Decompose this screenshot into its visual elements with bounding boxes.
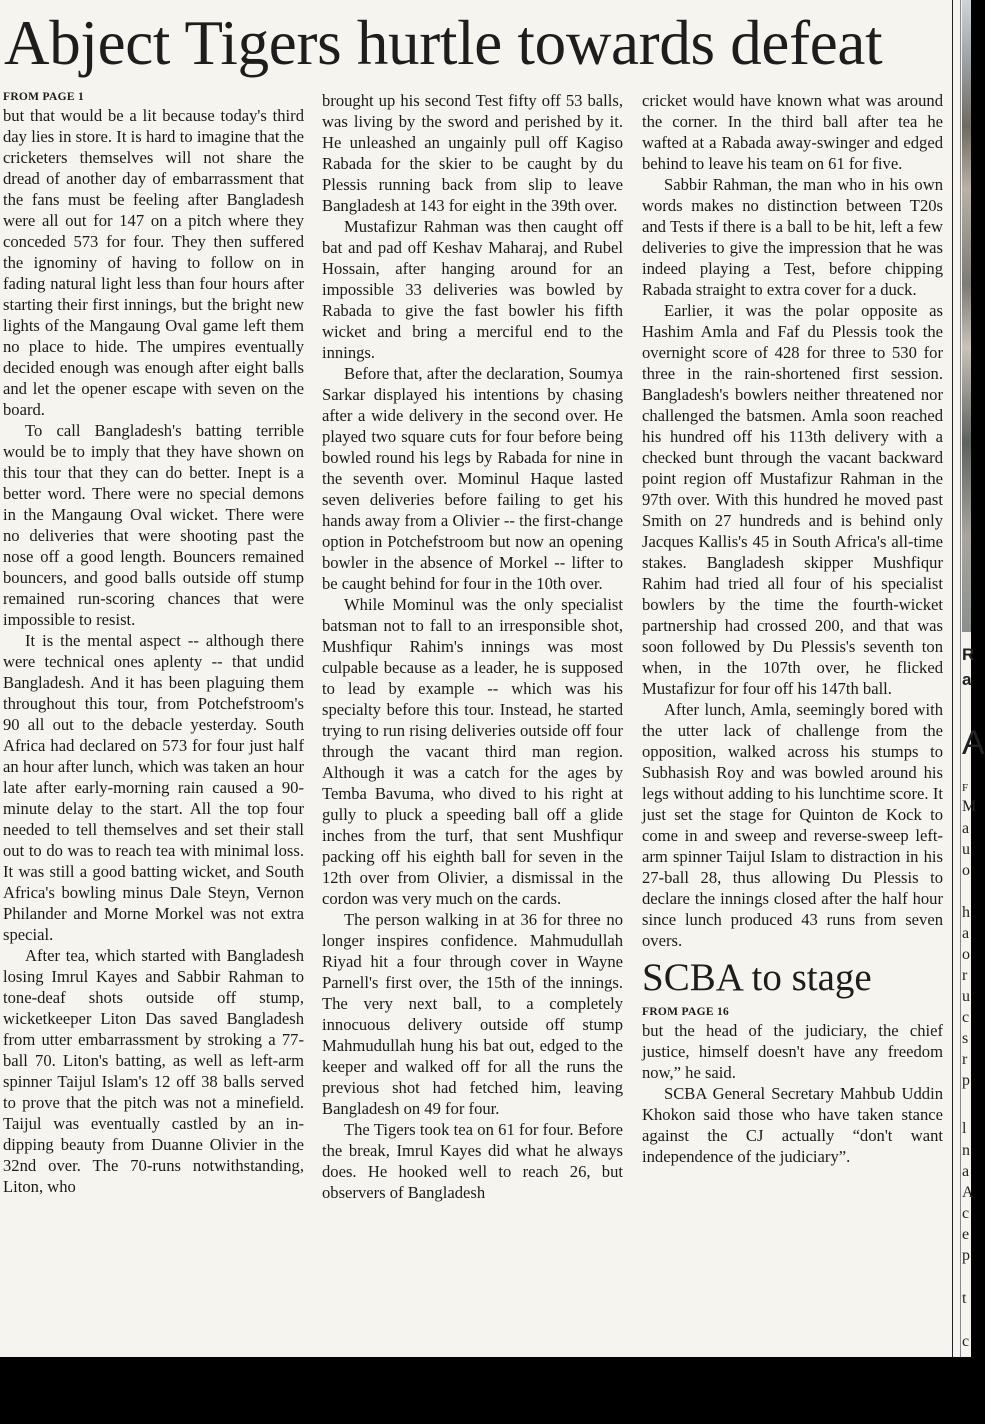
edge-fragment: h	[962, 904, 970, 921]
edge-fragment: t	[962, 1290, 967, 1307]
paragraph: Mustafizur Rahman was then caught off bat and pad off Keshav Maharaj, and Rubel Hossain, after hanging around for an impossible 33 deliveries was bowled by Rabada to give the fast bowler his fifth wicket and bring a merciful end to the innings.	[322, 217, 623, 362]
edge-fragment: e	[962, 1226, 970, 1243]
column-divider	[960, 0, 961, 1357]
bottom-black-bar	[0, 1357, 971, 1424]
edge-fragment: o	[962, 862, 970, 879]
paragraph: The Tigers took tea on 61 for four. Before the break, Imrul Kayes did what he always does. He hooked well to reach 26, but observers of Bangladesh	[322, 1120, 623, 1202]
scba-jump-label: FROM PAGE 16	[642, 1006, 730, 1018]
paragraph: The person walking in at 36 for three no longer inspires confidence. Mahmudullah Riyad hit a four through cover in Wayne Parnell's first over, the 15th of the innings. The very next ball, to a completely innocuous delivery outside off stump Mahmudullah hung his bat out, edged to the keeper and walked off for all the runs the previous shot had fetched him, leaving Bangladesh on 49 for four.	[322, 910, 623, 1118]
column-2	[322, 90, 623, 1203]
edge-fragment: A	[962, 724, 985, 762]
edge-fragment: a	[962, 670, 972, 689]
adjacent-column-edge	[962, 0, 985, 1357]
paragraph: but the head of the judiciary, the chief justice, himself doesn't have any freedom now,” he said.	[642, 1021, 943, 1082]
edge-fragment: a	[962, 1163, 970, 1180]
jump-label: FROM PAGE 1	[3, 91, 85, 103]
edge-fragment: F	[962, 782, 969, 794]
column-1	[3, 90, 304, 1197]
edge-fragment: u	[962, 988, 970, 1005]
headline: Abject Tigers hurtle towards defeat	[4, 8, 883, 78]
edge-fragment: M	[962, 798, 977, 815]
paragraph: Before that, after the declaration, Soumya Sarkar displayed his intentions by chasing after a wide delivery in the second over. He played two square cuts for four before being bowled round his legs by Rabada for nine in the seventh over. Mominul Haque lasted seven deliveries before failing to get his hands away from a Olivier -- the first-change option in Potchefstroom but now an opening bowler in the absence of Morkel -- lifter to be caught behind for four in the 10th over.	[322, 364, 623, 593]
paragraph: brought up his second Test fifty off 53 balls, was living by the sword and perished by it. He unleashed an ungainly pull off Kagiso Rabada for the skier to be caught by du Plessis running back from slip to leave Bangladesh at 143 for eight in the 39th over.	[322, 91, 623, 215]
paragraph: After lunch, Amla, seemingly bored with the utter lack of challenge from the opposition, walked across his stumps to Subhasish Roy and was bowled around his legs without adding to his lunchtime score. It just set the stage for Quinton de Kock to come in and sweep and reverse-sweep left-arm spinner Taijul Islam to distraction in his 27-ball 28, thus allowing Du Plessis to declare the innings closed after the half hour since lunch produced 43 runs from seven overs.	[642, 700, 943, 950]
paragraph: After tea, which started with Bangladesh losing Imrul Kayes and Sabbir Rahman to tone-deaf shots outside off stump, wicketkeeper Liton Das saved Bangladesh from utter embarrassment by stroking a 77-ball 70. Liton's batting, as well as left-arm spinner Taijul Islam's 12 off 38 balls served to prove that the pitch was not a minefield. Taijul was eventually castled by an in-dipping beauty from Duanne Olivier in the 32nd over. The 70-runs notwithstanding, Liton, who	[3, 946, 304, 1196]
edge-fragment: A	[962, 1184, 974, 1201]
edge-fragment: p	[962, 1072, 970, 1089]
edge-fragment: R	[962, 645, 975, 664]
paragraph: Sabbir Rahman, the man who in his own words makes no distinction between T20s and Tests if there is a ball to be hit, left a few deliveries to give the impression that he was indeed playing a Test, before chipping Rabada straight to extra cover for a duck.	[642, 175, 943, 299]
paragraph: SCBA General Secretary Mahbub Uddin Khokon said those who have taken stance against the CJ actually “don't want independence of the judiciary”.	[642, 1084, 943, 1166]
edge-fragment: r	[962, 1051, 968, 1068]
paragraph: Earlier, it was the polar opposite as Hashim Amla and Faf du Plessis took the overnight score of 428 for three to 530 for three in the rain-shortened first session. Bangladesh's bowlers neither threatened nor challenged the batsmen. Amla soon reached his hundred off his 113th delivery with a checked bunt through the vacant backward point region off Mustafizur Rahman in the 97th over. With this hundred he moved past Smith on 27 hundreds and is behind only Jacques Kallis's 45 in South Africa's all-time stakes. Bangladesh skipper Mushfiqur Rahim had tried all four of his specialist bowlers by the time the fourth-wicket partnership had crossed 200, and that was soon followed by Du Plessis's seventh ton when, in the 107th over, he flicked Mustafizur for four off his 147th ball.	[642, 301, 943, 698]
column-3	[642, 90, 943, 1167]
edge-fragment: p	[962, 1247, 970, 1264]
paragraph: To call Bangladesh's batting terrible would be to imply that they have shown on this tour that they can do better. Inept is a better word. There were no special demons in the Mangaung Oval wicket. There were no deliveries that were shooting past the nose off a good length. Bouncers remained bouncers, and good balls outside off stump remained run-scoring chances that were impossible to resist.	[3, 421, 304, 629]
edge-fragment: n	[962, 1142, 970, 1159]
edge-fragment: s	[962, 1030, 969, 1047]
paragraph: It is the mental aspect -- although there were technical ones aplenty -- that undid Bangladesh. And it has been plaguing them throughout this tour, from Potchefstroom's 90 all out to the debacle yesterday. South Africa had declared on 573 for four just half an hour after lunch, which was taken an hour late after early-morning rain caused a 90-minute delay to the start. All the top four needed to tell themselves and set their stall out to do was to reach tea with minimal loss. It was still a good batting wicket, and South Africa's bowling minus Dale Steyn, Vernon Philander and Morne Morkel was not extra special.	[3, 631, 304, 944]
edge-fragment: c	[962, 1205, 970, 1222]
edge-fragment: c	[962, 1009, 970, 1026]
edge-fragment: l	[962, 1120, 967, 1137]
edge-fragment: c	[962, 1333, 970, 1350]
paragraph: While Mominul was the only specialist batsman not to fall to an irresponsible shot, Mushfiqur Rahim's innings was most culpable because as a leader, he is supposed to lead by example -- which was his specialty before this tour. Instead, he started trying to run rising deliveries outside off four through the vacant third man region. Although it was a catch for the ages by Temba Bavuma, who dived to his right at gully to pluck a speeding ball off a glide inches from the turf, that sent Mushfiqur packing off his eighth ball for seven in the 12th over from Olivier, a dismissal in the cordon was very much on the cards.	[322, 595, 623, 908]
column-divider	[952, 0, 953, 1357]
paragraph: but that would be a lit because today's third day lies in store. It is hard to imagine that the cricketers themselves will not share the dread of another day of embarrassment that the fans must be feeling after Bangladesh were all out for 147 on a pitch where they conceded 573 for four. They then suffered the ignominy of having to follow on in fading natural light less than four hours after starting their first innings, but the bright new lights of the Mangaung Oval game left them no place to hide. The umpires eventually decided enough was enough after eight balls and let the opener escape with seven on the board.	[3, 106, 304, 419]
edge-fragment: u	[962, 841, 970, 858]
edge-fragment: a	[962, 925, 970, 942]
edge-fragment: a	[962, 820, 970, 837]
scba-headline: SCBA to stage	[642, 956, 872, 999]
edge-fragment: r	[962, 967, 968, 984]
paragraph: cricket would have known what was around the corner. In the third ball after tea he wafted at a Rabada away-swinger and edged behind to leave his team on 61 for five.	[642, 91, 943, 173]
edge-fragment: o	[962, 946, 970, 963]
cropped-photo	[962, 0, 971, 632]
